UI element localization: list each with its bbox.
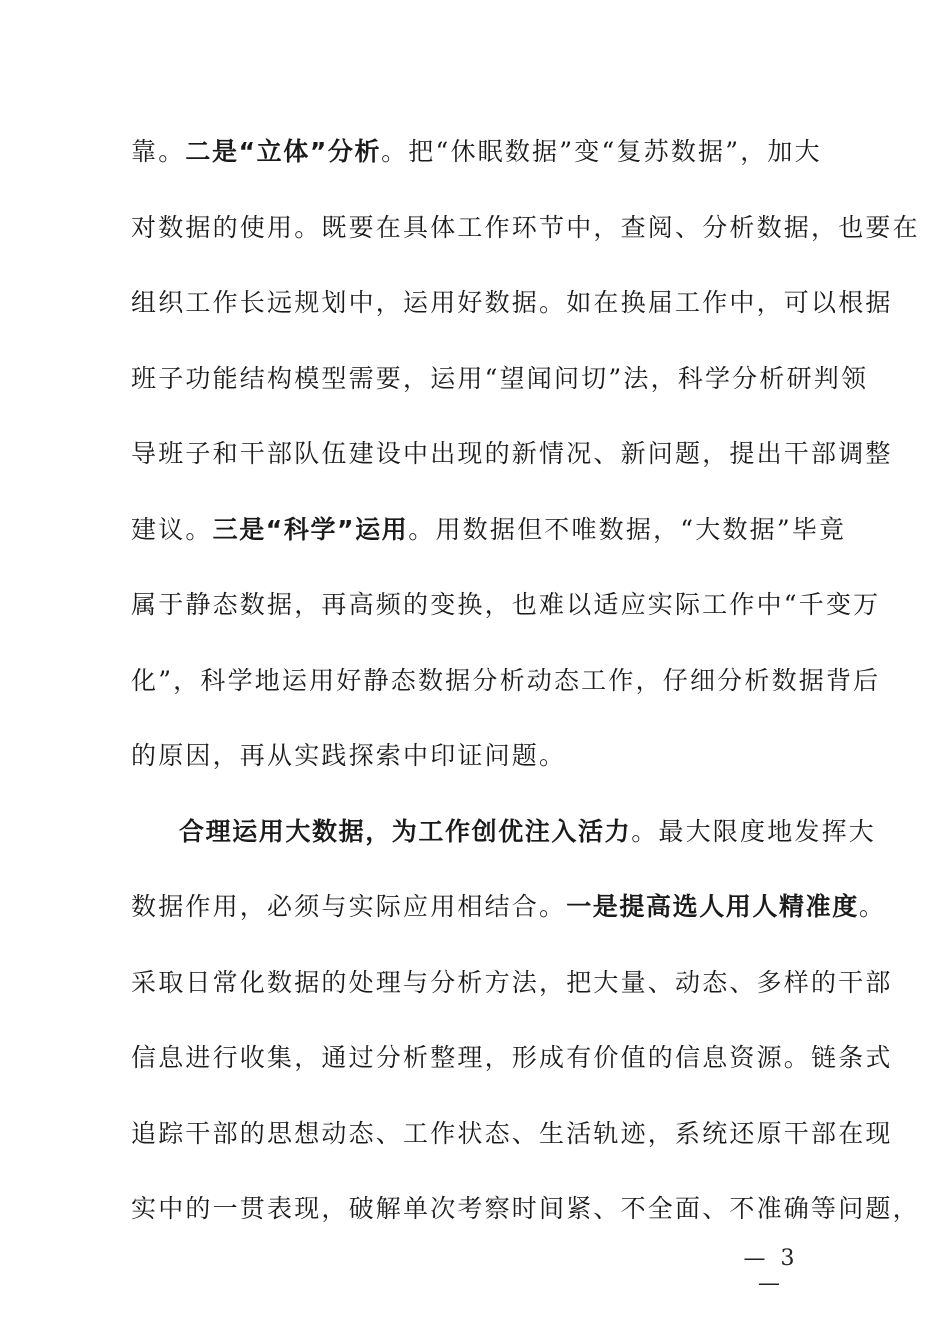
- text-segment: 靠。: [131, 137, 186, 166]
- bold-heading-text: 二是“立体”分析: [185, 137, 382, 166]
- text-line: [131, 957, 893, 1033]
- text-segment: 属于静态数据，再高频的变换，也难以适应实际工作中“千变万: [131, 590, 881, 619]
- bold-heading-text: 一是提高选人用人精准度: [566, 892, 859, 921]
- text-segment: 的原因，再从实践探索中印证问题。: [131, 741, 567, 770]
- text-line: [131, 126, 831, 202]
- text-line: [131, 428, 893, 504]
- text-line: [131, 655, 881, 731]
- text-line: [131, 277, 893, 353]
- text-segment: 数据作用，必须与实际应用相结合。: [131, 892, 567, 921]
- text-segment: 。把“休眠数据”变“复苏数据”，加大: [381, 137, 822, 166]
- text-line: [131, 579, 881, 655]
- text-segment: 组织工作长远规划中，运用好数据。如在换届工作中，可以根据: [131, 288, 893, 317]
- text-segment: 化”，科学地运用好静态数据分析动态工作，仔细分析数据背后: [131, 665, 881, 695]
- text-segment: 信息进行收集，通过分析整理，形成有价值的信息资源。链条式: [131, 1043, 893, 1072]
- text-line: [131, 1108, 893, 1184]
- text-line: [131, 730, 831, 806]
- text-line: [131, 202, 920, 278]
- text-line: [131, 504, 847, 580]
- body-text: [131, 126, 920, 1259]
- text-segment: 追踪干部的思想动态、工作状态、生活轨迹，系统还原干部在现: [131, 1118, 893, 1148]
- text-line: [131, 806, 877, 882]
- bold-heading-text: 三是“科学”运用: [212, 514, 409, 544]
- text-line: [131, 1032, 893, 1108]
- text-line: [131, 881, 887, 957]
- text-segment: 。最大限度地发挥大: [631, 816, 877, 846]
- text-segment: 对数据的使用。既要在具体工作环节中，查阅、分析数据，也要在: [131, 212, 920, 242]
- bold-heading-text: 合理运用大数据，为工作创优注入活力: [179, 816, 632, 846]
- text-segment: 实中的一贯表现，破解单次考察时间紧、不全面、不准确等问题，: [131, 1194, 920, 1223]
- text-segment: 建议。: [131, 514, 213, 544]
- text-segment: 。用数据但不唯数据，“大数据”毕竟: [408, 514, 847, 544]
- text-line: [131, 353, 869, 429]
- text-segment: 采取日常化数据的处理与分析方法，把大量、动态、多样的干部: [131, 967, 893, 997]
- text-segment: 班子功能结构模型需要，运用“望闻问切”法，科学分析研判领: [131, 363, 869, 393]
- text-segment: 。: [858, 892, 887, 921]
- page-number: — 3 —: [743, 1246, 799, 1296]
- text-segment: 导班子和干部队伍建设中出现的新情况、新问题，提出干部调整: [131, 439, 893, 468]
